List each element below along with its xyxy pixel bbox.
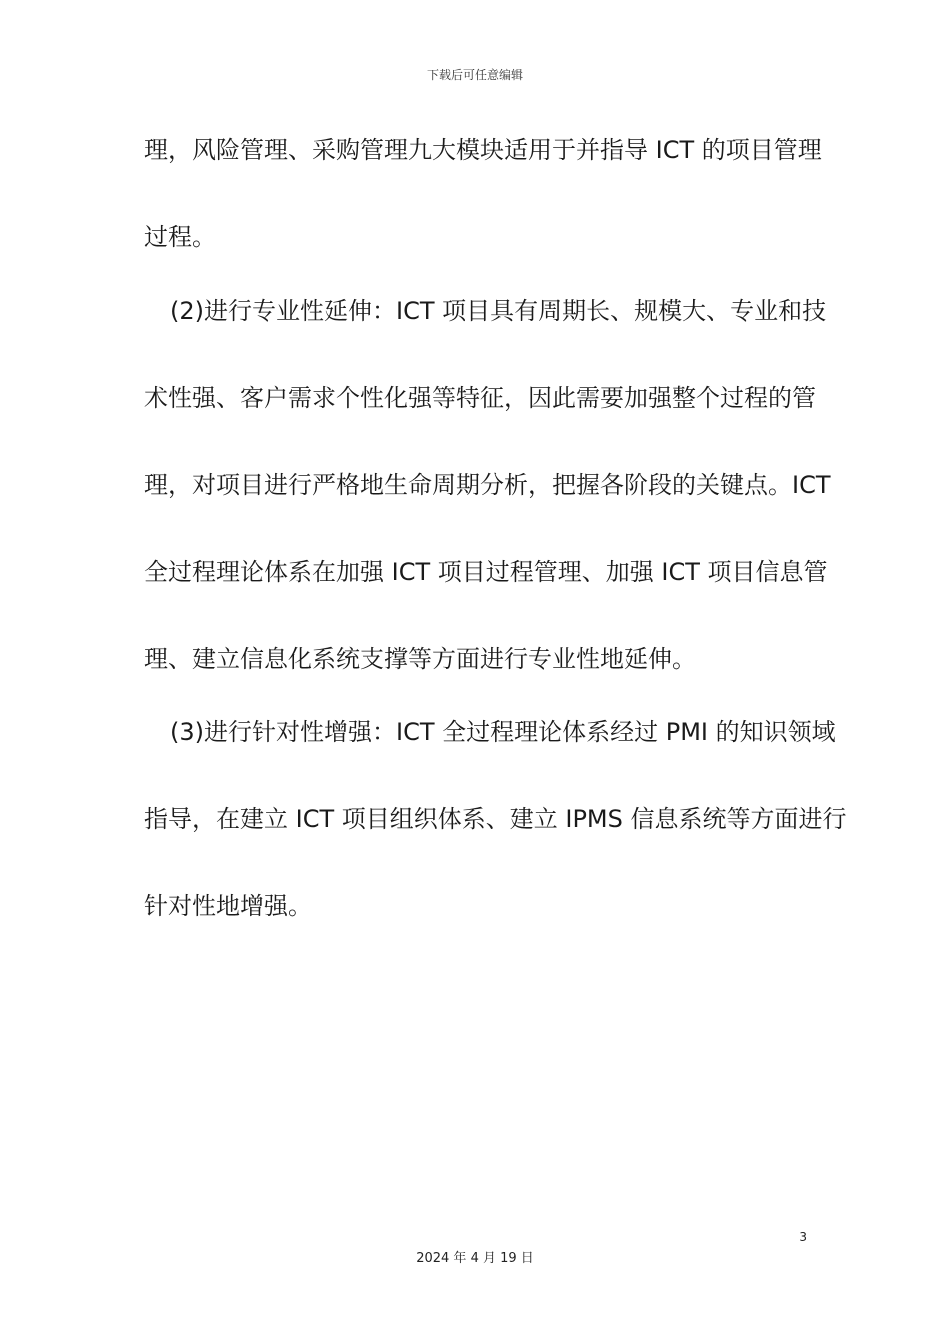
footer-date: 2024 年 4 月 19 日 <box>416 1251 534 1266</box>
body-line: 指导，在建立 ICT 项目组织体系、建立 IPMS 信息系统等方面进行 <box>144 805 847 833</box>
body-line: 理、建立信息化系统支撑等方面进行专业性地延伸。 <box>144 645 696 673</box>
body-line: 理，风险管理、采购管理九大模块适用于并指导 ICT 的项目管理 <box>144 136 822 164</box>
body-line: 术性强、客户需求个性化强等特征，因此需要加强整个过程的管 <box>144 384 816 412</box>
paragraph-start-line: (3)进行针对性增强：ICT 全过程理论体系经过 PMI 的知识领域 <box>170 718 836 746</box>
page-header: 下载后可任意编辑 <box>426 68 523 82</box>
page-number: 3 <box>799 1230 807 1244</box>
body-line: 过程。 <box>144 223 216 251</box>
body-line: 理，对项目进行严格地生命周期分析，把握各阶段的关键点。ICT <box>144 471 831 499</box>
body-line: 针对性地增强。 <box>144 892 312 920</box>
body-line: 全过程理论体系在加强 ICT 项目过程管理、加强 ICT 项目信息管 <box>144 558 828 586</box>
paragraph-start-line: (2)进行专业性延伸：ICT 项目具有周期长、规模大、专业和技 <box>170 297 827 325</box>
